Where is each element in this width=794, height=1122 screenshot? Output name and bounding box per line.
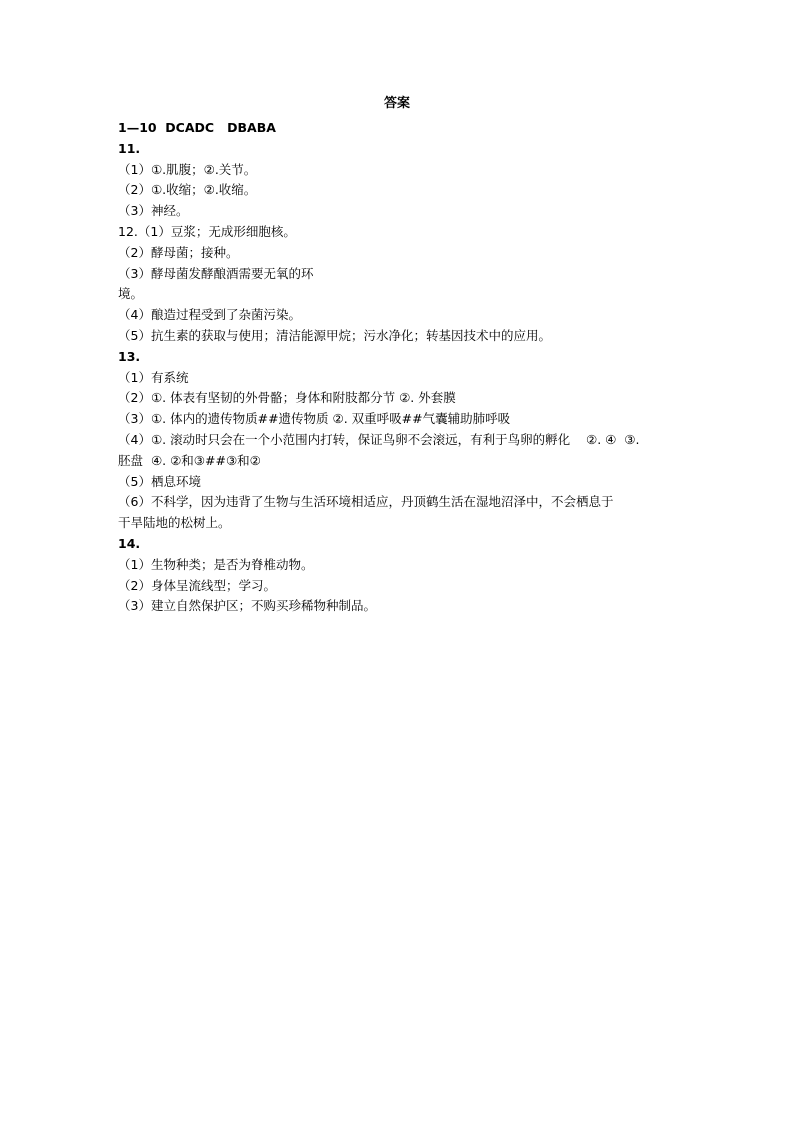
answer-line-mc: 1—10 DCADC DBABA <box>118 120 276 135</box>
answer-line: （1）生物种类；是否为脊椎动物。 <box>118 556 314 572</box>
answer-line: （2）①. 体表有坚韧的外骨骼；身体和附肢都分节 ②. 外套膜 <box>118 390 456 406</box>
answer-line: （1）有系统 <box>118 369 189 385</box>
answer-line: （3）①. 体内的遗传物质##遗传物质 ②. 双重呼吸##气囊辅助肺呼吸 <box>118 411 511 427</box>
answer-line: （4）①. 滚动时只会在一个小范围内打转，保证鸟卵不会滚远，有利于鸟卵的孵化 ②. ④ ③. <box>118 431 640 447</box>
question-number-11: 11. <box>118 140 141 156</box>
answer-line: （2）酵母菌；接种。 <box>118 244 239 260</box>
answer-line: （3）建立自然保护区；不购买珍稀物种制品。 <box>118 598 376 614</box>
answer-line: （3）酵母菌发酵酿酒需要无氧的环 <box>118 265 314 281</box>
document-title: 答案 <box>383 96 410 111</box>
answer-line: 12.（1）豆浆；无成形细胞核。 <box>118 223 296 239</box>
answer-line: （2）身体呈流线型；学习。 <box>118 577 276 593</box>
answer-line: （5）抗生素的获取与使用；清洁能源甲烷；污水净化；转基因技术中的应用。 <box>118 327 551 343</box>
question-number-13: 13. <box>118 348 141 364</box>
answer-line: （2）①.收缩；②.收缩。 <box>118 182 257 198</box>
answer-line: （3）神经。 <box>118 203 189 219</box>
answer-line: （5）栖息环境 <box>118 473 201 489</box>
answer-line: （1）①.肌腹；②.关节。 <box>118 161 257 177</box>
answer-line: 境。 <box>118 286 144 302</box>
answer-line: （6）不科学，因为违背了生物与生活环境相适应，丹顶鹤生活在湿地沼泽中，不会栖息于 <box>118 494 614 510</box>
answer-line: 干旱陆地的松树上。 <box>118 515 231 531</box>
answer-line: 胚盘 ④. ②和③##③和② <box>118 452 261 468</box>
answer-line: （4）酿造过程受到了杂菌污染。 <box>118 307 301 323</box>
question-number-14: 14. <box>118 535 141 551</box>
answer-content <box>118 118 680 617</box>
